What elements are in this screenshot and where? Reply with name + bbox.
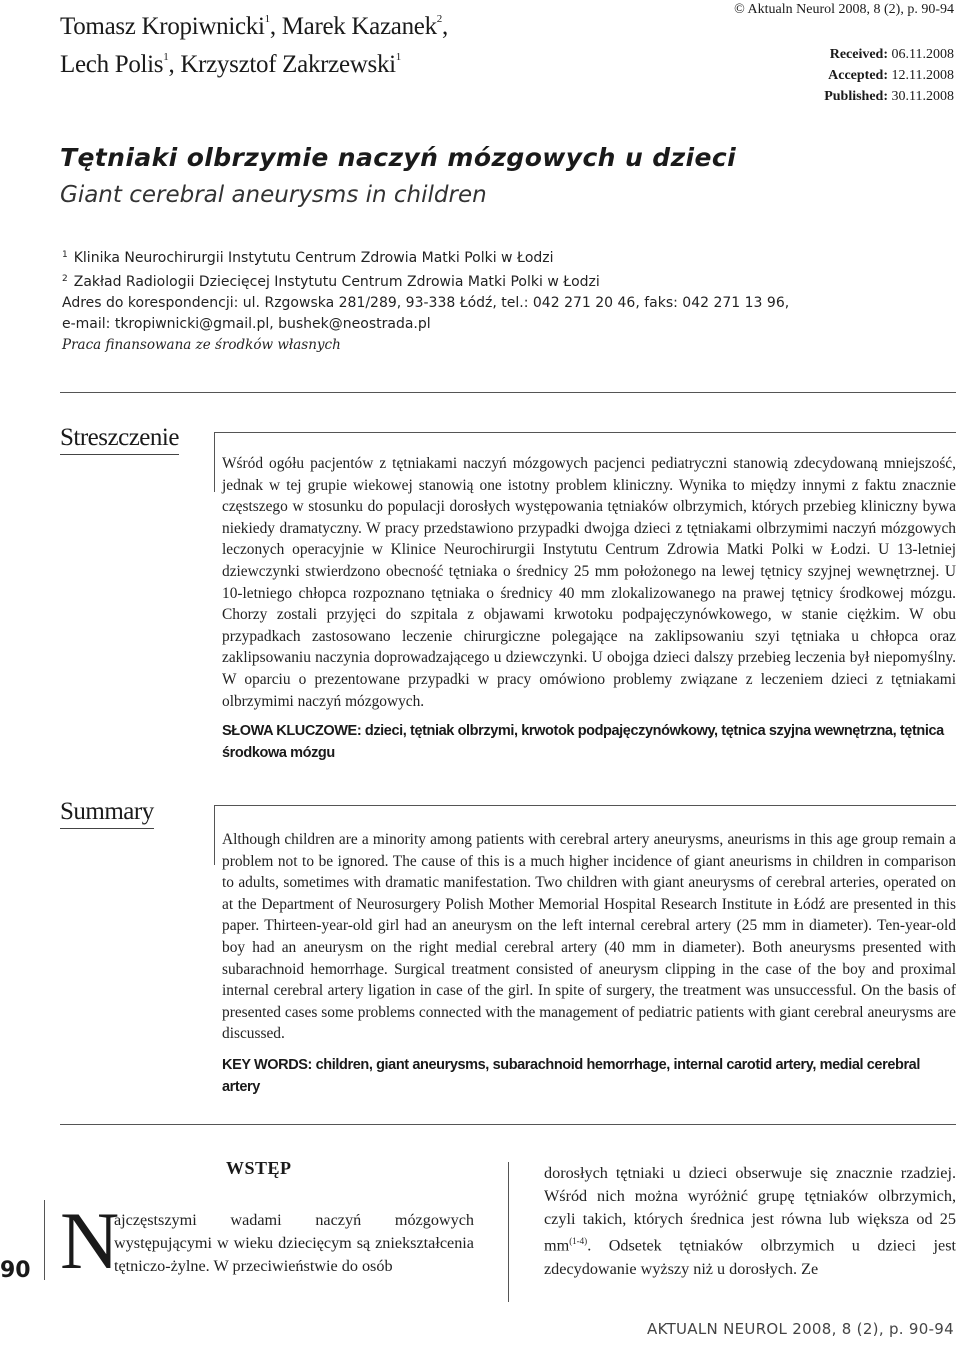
- affiliation-1: [62, 245, 789, 269]
- section-vertical-rule: [214, 805, 215, 865]
- section-vertical-rule: [214, 432, 215, 492]
- section-rule: [214, 432, 956, 433]
- keywords-polish: SŁOWA KLUCZOWE: dzieci, tętniak olbrzymi, krwotok podpajęczynówkowy, tętnica szyjna wewnętrzna, tętnica środkowa mózgu: [222, 723, 944, 761]
- affiliations-block: [62, 245, 789, 356]
- published-label: Published:: [824, 89, 889, 104]
- page-number-rule: [44, 1200, 45, 1280]
- section-heading-wstep: WSTĘP: [226, 1158, 292, 1178]
- correspondence-email: e-mail: tkropiwnicki@gmail.pl, bushek@neostrada.pl: [62, 316, 431, 332]
- accepted-label: Accepted:: [828, 68, 889, 83]
- drop-cap: N: [60, 1195, 120, 1286]
- intro-column-2-text: dorosłych tętniaki u dzieci obserwuje się znacznie rzadziej. Wśród nich można wyróżnić grupę tętniaków olbrzymich, czyli takich, których średnica jest równa lub większa od 25 mm: [544, 1164, 956, 1255]
- author-name: Tomasz Kropiwnicki: [60, 13, 265, 40]
- author-name: Marek Kazanek: [281, 13, 437, 40]
- abstract-polish-text: Wśród ogółu pacjentów z tętniakami naczyń mózgowych pacjenci pediatryczni stanowią zdecydowaną mniejszość, jednak w tej grupie wiekowej stanowią one istotny problem kliniczny. Wynika to między innymi z faktu znacznie częstszego w stosunku do populacji dorosłych występowania tętniaków olbrzymich, których przebieg kliniczny bywa niekiedy dramatyczny. W pracy przedstawiono przypadki dwojga dzieci z tętniakami olbrzymimi naczyń mózgowych leczonych operacyjnie w Klinice Neurochirurgii Instytutu Centrum Zdrowia Matki Polki w Łodzi. U 13-letniej dziewczynki stwierdzono obecność tętniaka o średnicy 25 mm położonego na lewej tętnicy szyjnej wewnętrznej. U 10-letniego chłopca rozpoznano tętniaka o średnicy 40 mm zlokalizowanego na prawej tętnicy środkowej mózgu. Chorzy zostali przyjęci do szpitala z objawami krwotoku podpajęczynówkowego, w stanie ciężkim. W obu przypadkach zastosowano leczenie chirurgiczne polegające na zaklipsowaniu szyi tętniaka u chłopca oraz zaklipsowaniu naczynia doprowadzającego u dziewczynki. U obojga dzieci dalszy przebieg leczenia był niepomyślny. W oparciu o prezentowane przypadki w pracy omówiono problemy związane z leczeniem dzieci z tętniakami olbrzymimi naczyń mózgowych.: [222, 455, 956, 710]
- author-list: [60, 4, 448, 80]
- citation-marker: (1-4): [569, 1236, 588, 1247]
- author-affiliation-marker: 1: [163, 51, 169, 63]
- author-affiliation-marker: 2: [436, 13, 442, 25]
- received-date-row: [824, 44, 954, 65]
- body-divider: [60, 1124, 956, 1125]
- author-name: Krzysztof Zakrzewski: [180, 51, 396, 78]
- article-dates: [824, 44, 954, 107]
- funding-note: Praca finansowana ze środków własnych: [62, 337, 341, 353]
- abstract-english-text: Although children are a minority among patients with cerebral artery aneurysms, aneurisms in this age group remain a problem not to be ignored. The cause of this is a much higher incidence of giant aneurisms in children in comparison to adults, sometimes with dramatic manifestation. Two children with giant aneurysms of cerebral arteries, operated on at the Department of Neurosurgery Polish Mother Memorial Hospital Research Institute in Łódź are presented in this paper. Thirteen-year-old girl had an aneurysm on the left internal cerebral artery (25 mm in diameter). Ten-year-old boy had an aneurysm on the right medial cerebral artery (40 mm in diameter). Both aneurysms presented with subarachnoid hemorrhage. Surgical treatment consisted of aneurysm clipping in the case of the boy and proximal internal cerebral artery ligation in case of the girl. In spite of surgery, the treatment was unsuccessful. On the basis of presented cases some problems connected with the management of pediatric patients with giant cerebral aneurysms are discussed.: [222, 831, 956, 1043]
- section-heading-streszczenie: Streszczenie: [60, 424, 179, 455]
- accepted-date-row: [824, 65, 954, 86]
- page-number: 90: [0, 1258, 31, 1283]
- intro-column-2: [544, 1162, 956, 1280]
- author-affiliation-marker: 1: [395, 51, 401, 63]
- published-date: 30.11.2008: [891, 89, 954, 104]
- affiliation-marker: 1: [62, 250, 68, 260]
- section-heading-summary: Summary: [60, 798, 154, 829]
- header-divider: [60, 392, 956, 393]
- published-date-row: [824, 86, 954, 107]
- accepted-date: 12.11.2008: [891, 68, 954, 83]
- intro-column-1: ajczęstszymi wadami naczyń mózgowych występującymi w wieku dziecięcym są zniekształcenia tętniczo-żylne. W przeciwieństwie do osób: [114, 1211, 474, 1275]
- affiliation-marker: 2: [62, 274, 68, 284]
- article-title-english: Giant cerebral aneurysms in children: [60, 182, 487, 208]
- affiliation-text: Zakład Radiologii Dziecięcej Instytutu Centrum Zdrowia Matki Polki w Łodzi: [73, 274, 600, 290]
- received-date: 06.11.2008: [891, 47, 954, 62]
- column-divider: [508, 1162, 509, 1302]
- section-rule: [214, 805, 956, 806]
- intro-column-2-text: . Odsetek tętniaków olbrzymich u dzieci jest zdecydowanie wyższy niż u dorosłych. Ze: [544, 1236, 956, 1278]
- author-line-2: Lech Polis$^1$, Krzysztof Zakrzewski$^1$: [60, 51, 401, 78]
- received-label: Received:: [829, 47, 889, 62]
- author-name: Lech Polis: [60, 51, 164, 78]
- article-title-polish: Tętniaki olbrzymie naczyń mózgowych u dzieci: [60, 143, 737, 172]
- keywords-english: KEY WORDS: children, giant aneurysms, subarachnoid hemorrhage, internal carotid artery, medial cerebral artery: [222, 1057, 920, 1095]
- author-affiliation-marker: 1: [264, 13, 270, 25]
- correspondence-address: Adres do korespondencji: ul. Rzgowska 281/289, 93-338 Łódź, tel.: 042 271 20 46, faks: 042 271 13 96,: [62, 295, 790, 311]
- affiliation-text: Klinika Neurochirurgii Instytutu Centrum Zdrowia Matki Polki w Łodzi: [73, 250, 554, 266]
- affiliation-2: [62, 269, 789, 293]
- journal-citation: © Aktualn Neurol 2008, 8 (2), p. 90-94: [734, 2, 954, 17]
- running-footer: AKTUALN NEUROL 2008, 8 (2), p. 90-94: [647, 1320, 954, 1338]
- author-line-1: Tomasz Kropiwnicki$^1$, Marek Kazanek$^2$,: [60, 13, 448, 40]
